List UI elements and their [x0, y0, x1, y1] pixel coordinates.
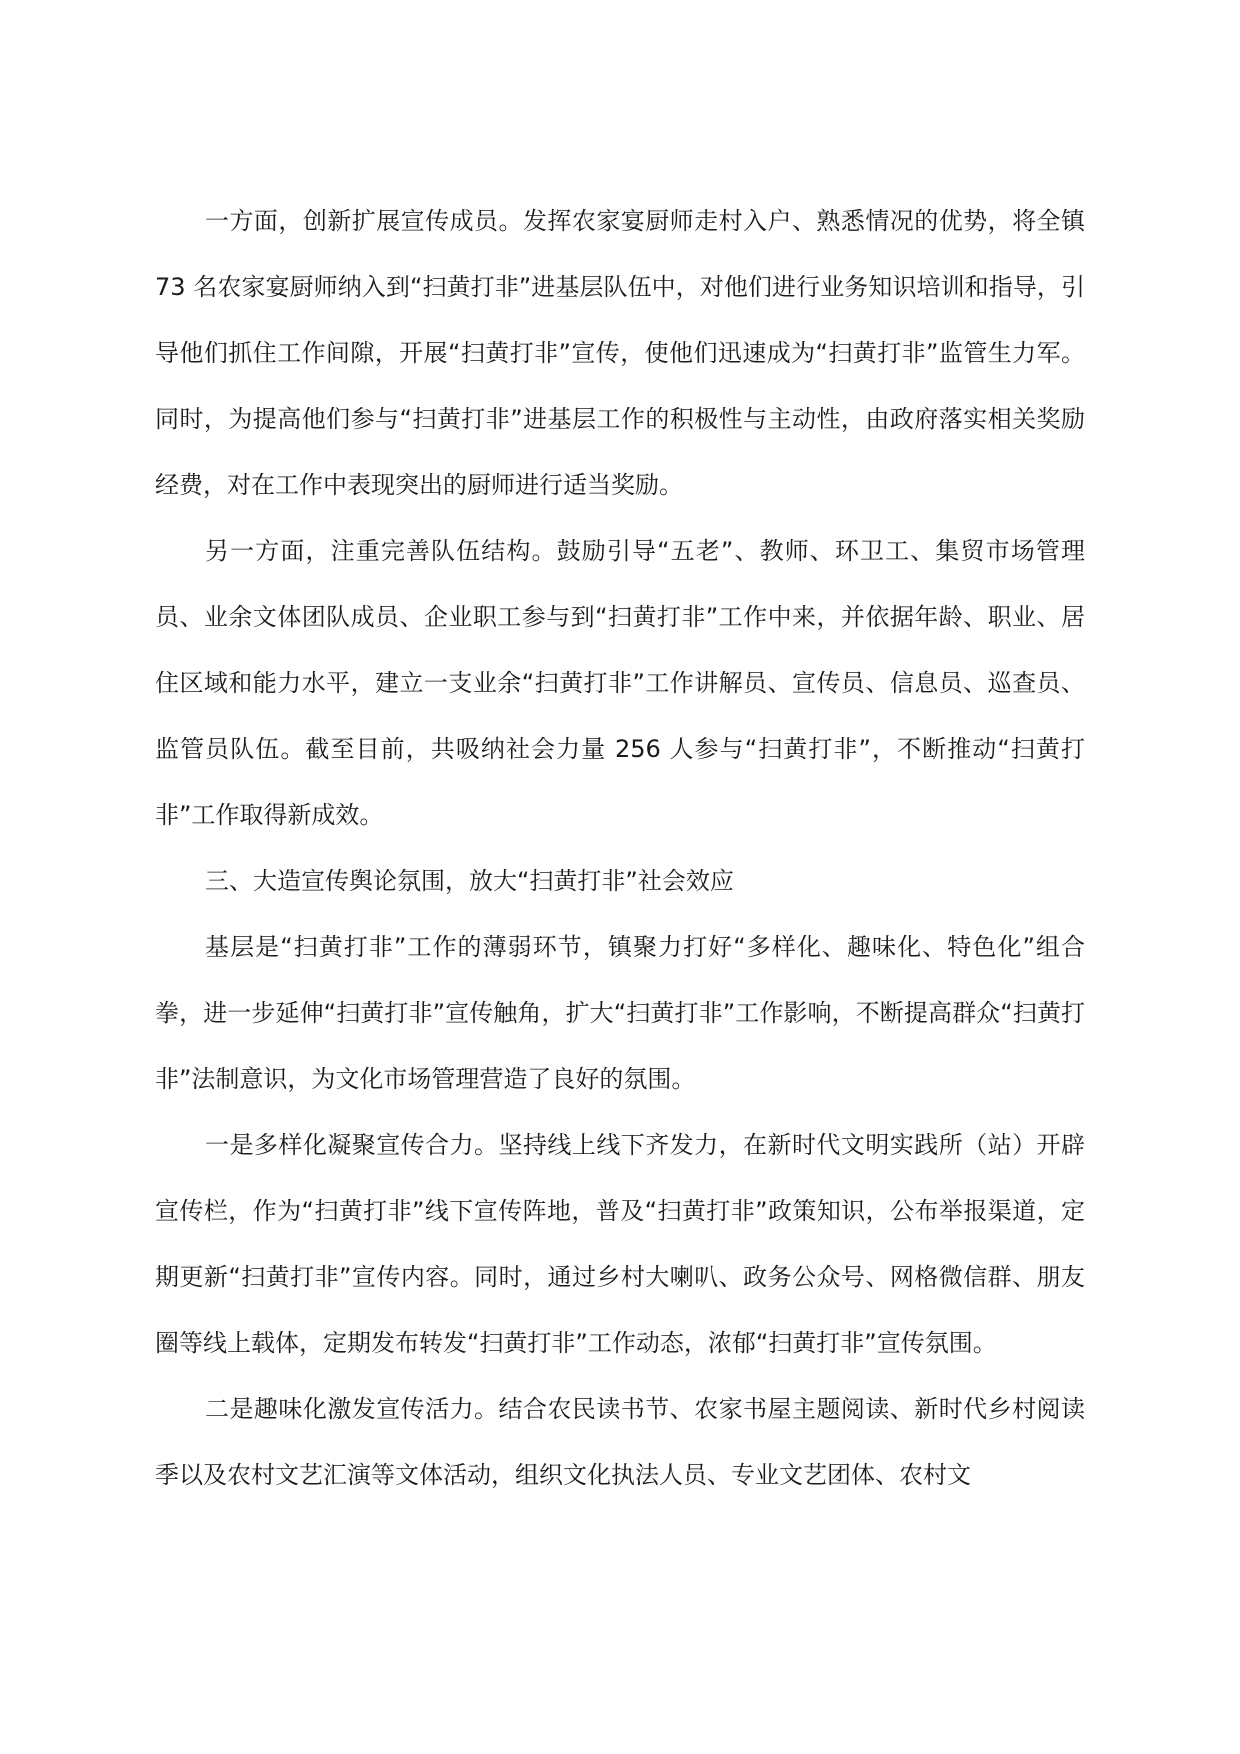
paragraph-team-structure: 另一方面，注重完善队伍结构。鼓励引导“五老”、教师、环卫工、集贸市场管理员、业余文体团队成员、企业职工参与到“扫黄打非”工作中来，并依据年龄、职业、居住区域和能力水平，建立一支业余“扫黄打非”工作讲解员、宣传员、信息员、巡查员、监管员队伍。截至目前，共吸纳社会力量 256 人参与“扫黄打非”，不断推动“扫黄打非”工作取得新成效。 — [155, 537, 1085, 829]
paragraph-grassroots-intro: 基层是“扫黄打非”工作的薄弱环节，镇聚力打好“多样化、趣味化、特色化”组合拳，进一步延伸“扫黄打非”宣传触角，扩大“扫黄打非”工作影响，不断提高群众“扫黄打非”法制意识，为文化市场管理营造了良好的氛围。 — [155, 933, 1085, 1093]
paragraph-fun-publicity: 二是趣味化激发宣传活力。结合农民读书节、农家书屋主题阅读、新时代乡村阅读季以及农村文艺汇演等文体活动，组织文化执法人员、专业文艺团体、农村文 — [155, 1395, 1085, 1489]
paragraph-diversified-publicity: 一是多样化凝聚宣传合力。坚持线上线下齐发力，在新时代文明实践所（站）开辟 宣传栏，作为“扫黄打非”线下宣传阵地，普及“扫黄打非”政策知识，公布举报渠道，定期更新“扫黄打非”宣传内容。同时，通过乡村大喇叭、政务公众号、网格微信群、朋友圈等线上载体，定期发布转发“扫黄打非”工作动态，浓郁“扫黄打非”宣传氛围。 — [155, 1131, 1085, 1357]
section-heading-three: 三、大造宣传舆论氛围，放大“扫黄打非”社会效应 — [205, 867, 734, 895]
document-body — [155, 188, 1085, 1508]
paragraph-expand-members: 一方面，创新扩展宣传成员。发挥农家宴厨师走村入户、熟悉情况的优势，将全镇 73 名农家宴厨师纳入到“扫黄打非”进基层队伍中，对他们进行业务知识培训和指导，引导他们抓住工作间隙，开展“扫黄打非”宣传，使他们迅速成为“扫黄打非”监管生力军。同时，为提高他们参与“扫黄打非”进基层工作的积极性与主动性，由政府落实相关奖励经费，对在工作中表现突出的厨师进行适当奖励。 — [155, 207, 1085, 499]
